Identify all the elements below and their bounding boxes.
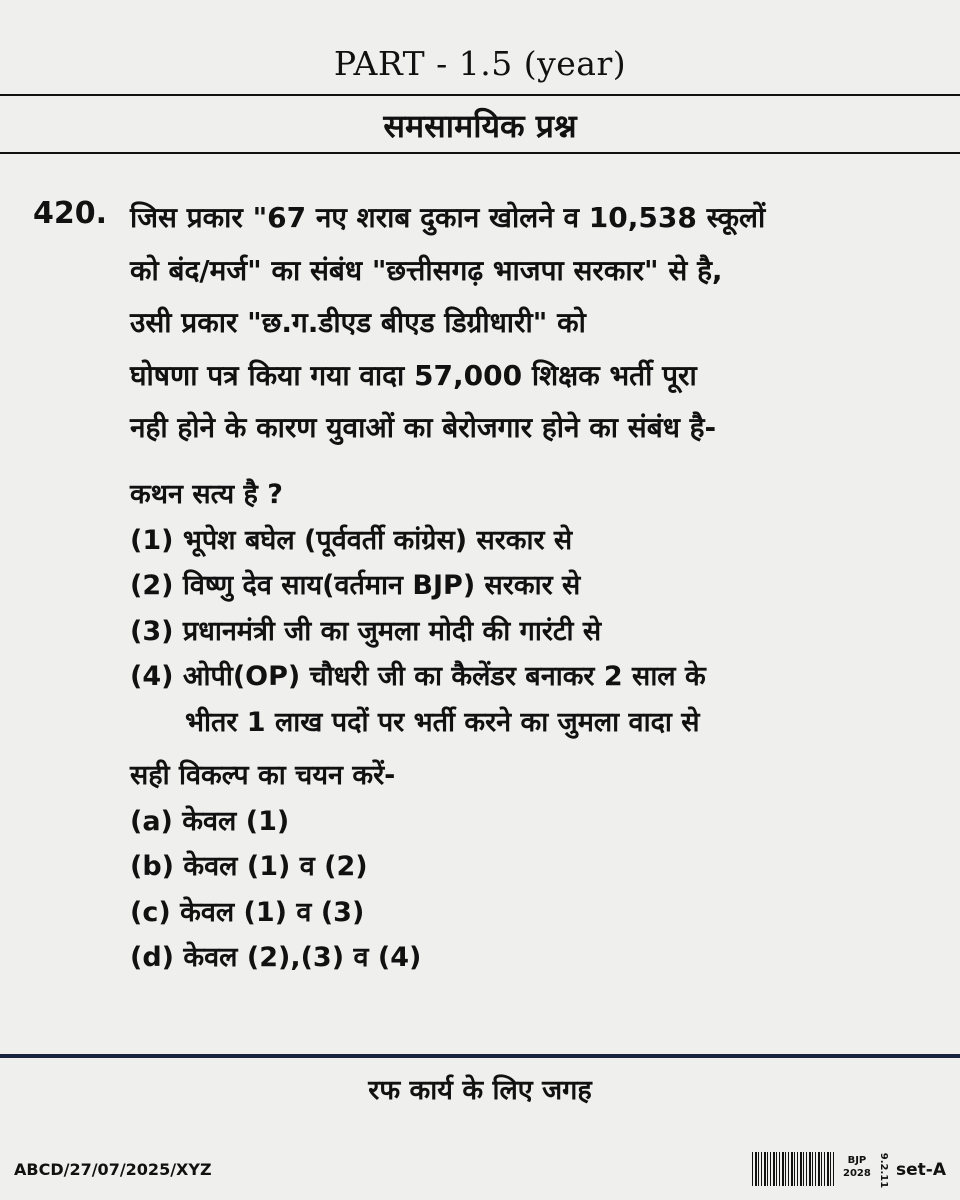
statement-item: (3) प्रधानमंत्री जी का जुमला मोदी की गारंटी से <box>130 615 602 647</box>
option-a: (a) केवल (1) <box>130 805 290 837</box>
tag-line-1: BJP <box>847 1155 867 1166</box>
question-number: 420. <box>33 196 108 231</box>
statement-item: (1) भूपेश बघेल (पूर्ववर्ती कांग्रेस) सरकार से <box>130 524 573 556</box>
question-line: उसी प्रकार "छ.ग.डीएड बीएड डिग्रीधारी" को <box>130 306 586 339</box>
option-b: (b) केवल (1) व (2) <box>130 851 368 882</box>
tag-line-2: 2028 <box>843 1168 871 1179</box>
part-title: PART - 1.5 (year) <box>333 44 627 83</box>
question-text <box>130 192 935 455</box>
barcode-icon <box>752 1152 836 1186</box>
rotated-tag: 9.2.11 <box>878 1152 890 1189</box>
statement-continuation: भीतर 1 लाख पदों पर भर्ती करने का जुमला वादा से <box>185 706 700 738</box>
choose-prompt: सही विकल्प का चयन करें- <box>130 760 396 791</box>
section-divider <box>0 152 960 154</box>
question-line: को बंद/मर्ज" का संबंध "छत्तीसगढ़ भाजपा सरकार" से है, <box>130 253 723 287</box>
barcode-tag <box>843 1154 871 1180</box>
option-d: (d) केवल (2),(3) व (4) <box>130 942 422 973</box>
statements-block <box>130 472 706 745</box>
question-line: जिस प्रकार "67 नए शराब दुकान खोलने व 10,538 स्कूलों <box>130 201 766 234</box>
paper-code: ABCD/27/07/2025/XYZ <box>14 1160 212 1179</box>
statement-item: (2) विष्णु देव साय(वर्तमान BJP) सरकार से <box>130 570 581 601</box>
rough-work-label: रफ कार्य के लिए जगह <box>368 1075 592 1106</box>
options-block <box>130 753 421 981</box>
statement-item: (4) ओपी(OP) चौधरी जी का कैलेंडर बनाकर 2 साल के <box>130 661 706 692</box>
top-divider <box>0 94 960 96</box>
question-line: घोषणा पत्र किया गया वादा 57,000 शिक्षक भर्ती पूरा <box>130 358 697 392</box>
question-line: नही होने के कारण युवाओं का बेरोजगार होने का संबंध है- <box>130 411 717 444</box>
section-title: समसामयिक प्रश्न <box>383 107 577 145</box>
set-label: set-A <box>896 1160 946 1180</box>
option-c: (c) केवल (1) व (3) <box>130 896 365 928</box>
statement-prompt: कथन सत्य है ? <box>130 479 283 510</box>
footer-divider <box>0 1054 960 1058</box>
